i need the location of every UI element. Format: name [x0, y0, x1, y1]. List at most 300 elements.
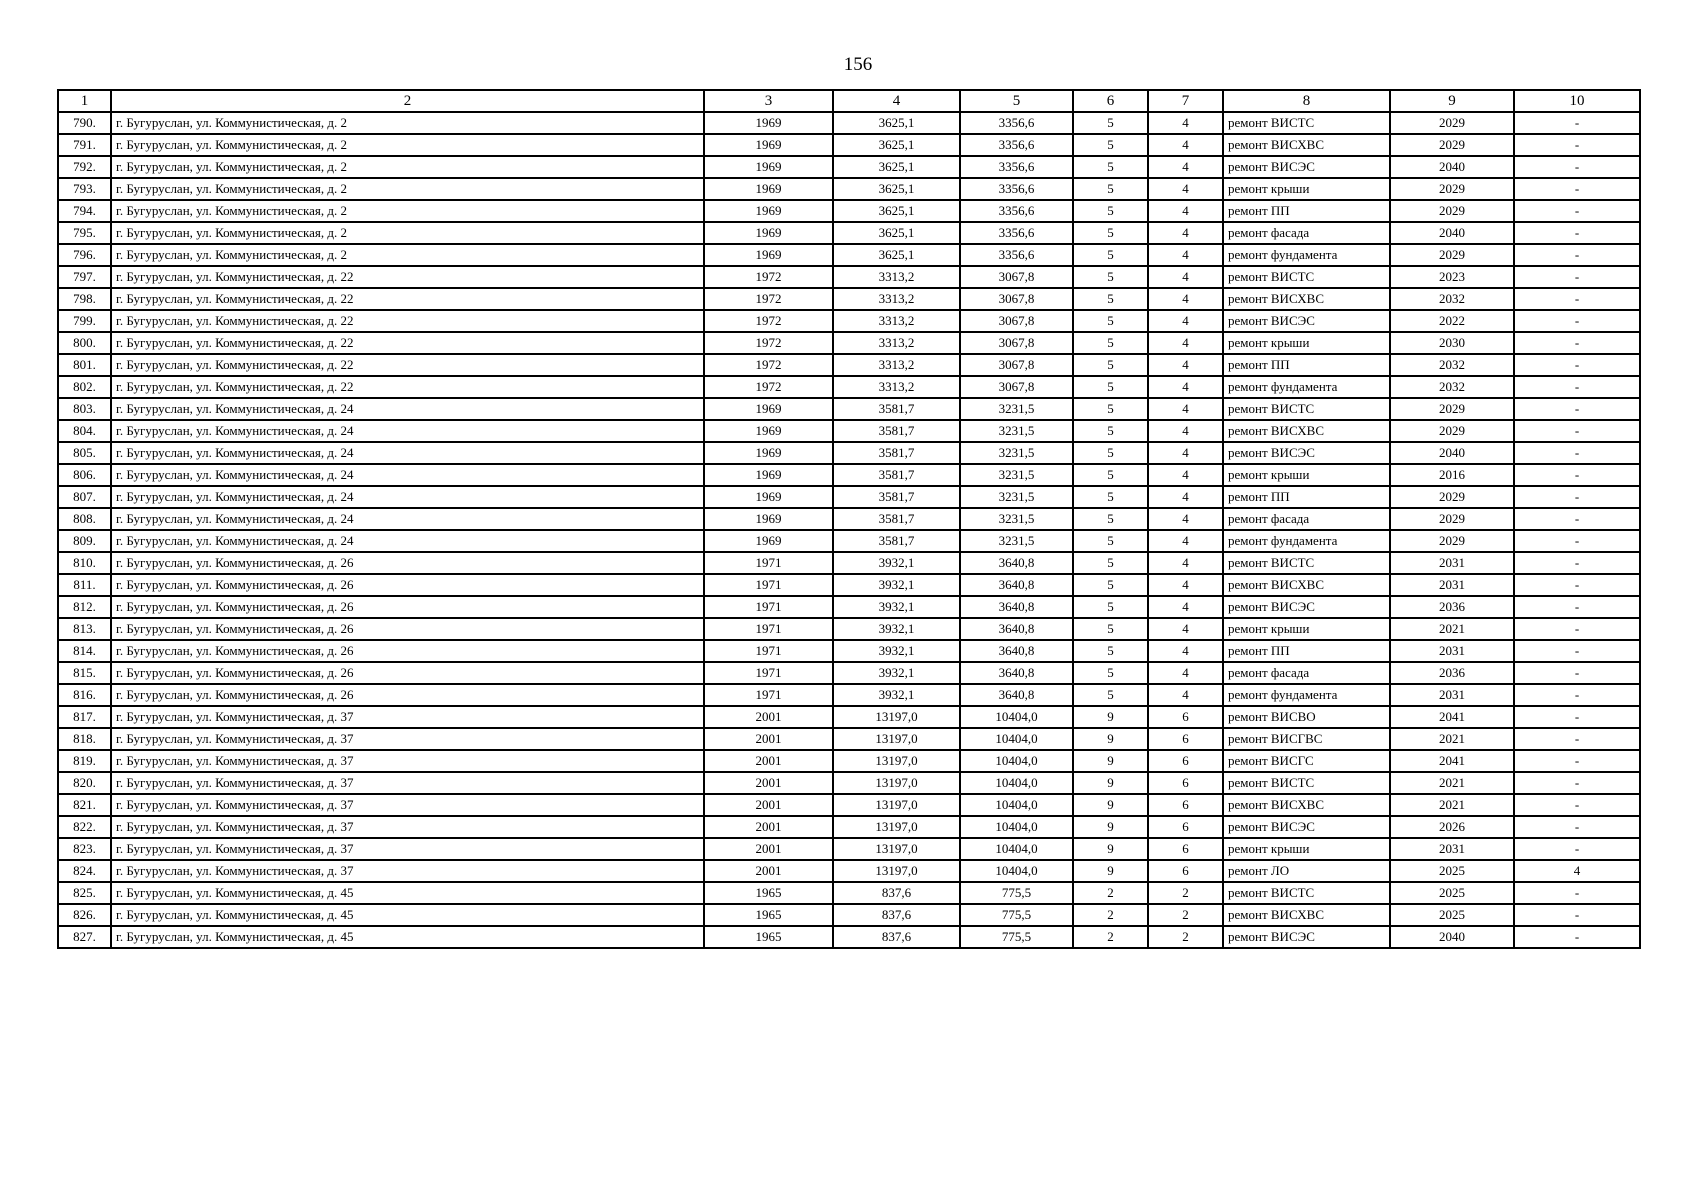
cell-address: г. Бугуруслан, ул. Коммунистическая, д. 2: [111, 222, 704, 244]
cell-repair-year: 2029: [1390, 420, 1514, 442]
cell-total-area: 3581,7: [833, 464, 960, 486]
cell-entrances: 4: [1148, 376, 1223, 398]
cell-repair-type: ремонт ВИСТС: [1223, 112, 1390, 134]
table-row: [58, 552, 1640, 574]
cell-floors: 2: [1073, 882, 1148, 904]
cell-repair-year: 2032: [1390, 288, 1514, 310]
cell-entrances: 4: [1148, 134, 1223, 156]
cell-address: г. Бугуруслан, ул. Коммунистическая, д. 24: [111, 486, 704, 508]
table-row: [58, 178, 1640, 200]
cell-living-area: 10404,0: [960, 838, 1073, 860]
cell-entrances: 4: [1148, 684, 1223, 706]
cell-year-built: 1972: [704, 266, 833, 288]
cell-repair-year: 2025: [1390, 904, 1514, 926]
cell-repair-year: 2041: [1390, 750, 1514, 772]
cell-row-number: 801.: [58, 354, 111, 376]
cell-row-number: 791.: [58, 134, 111, 156]
cell-note: -: [1514, 750, 1640, 772]
cell-entrances: 4: [1148, 662, 1223, 684]
table-row: [58, 134, 1640, 156]
cell-floors: 5: [1073, 332, 1148, 354]
cell-row-number: 819.: [58, 750, 111, 772]
cell-total-area: 3313,2: [833, 332, 960, 354]
cell-row-number: 812.: [58, 596, 111, 618]
cell-address: г. Бугуруслан, ул. Коммунистическая, д. 22: [111, 266, 704, 288]
cell-note: -: [1514, 772, 1640, 794]
cell-entrances: 4: [1148, 574, 1223, 596]
table-row: [58, 706, 1640, 728]
cell-note: -: [1514, 244, 1640, 266]
cell-entrances: 4: [1148, 222, 1223, 244]
table-row: [58, 222, 1640, 244]
cell-entrances: 4: [1148, 508, 1223, 530]
cell-living-area: 3356,6: [960, 178, 1073, 200]
column-header: 7: [1148, 90, 1223, 112]
cell-living-area: 3356,6: [960, 244, 1073, 266]
cell-year-built: 1969: [704, 486, 833, 508]
cell-living-area: 3231,5: [960, 530, 1073, 552]
cell-year-built: 2001: [704, 728, 833, 750]
cell-repair-year: 2036: [1390, 596, 1514, 618]
cell-floors: 2: [1073, 904, 1148, 926]
cell-row-number: 798.: [58, 288, 111, 310]
cell-repair-type: ремонт ВИСГВС: [1223, 728, 1390, 750]
cell-living-area: 10404,0: [960, 706, 1073, 728]
cell-repair-year: 2029: [1390, 508, 1514, 530]
cell-address: г. Бугуруслан, ул. Коммунистическая, д. 37: [111, 816, 704, 838]
cell-living-area: 10404,0: [960, 750, 1073, 772]
cell-total-area: 3625,1: [833, 244, 960, 266]
cell-address: г. Бугуруслан, ул. Коммунистическая, д. 26: [111, 640, 704, 662]
cell-row-number: 818.: [58, 728, 111, 750]
cell-row-number: 820.: [58, 772, 111, 794]
cell-repair-type: ремонт ВИСХВС: [1223, 420, 1390, 442]
cell-floors: 5: [1073, 200, 1148, 222]
table-row: [58, 574, 1640, 596]
table-row: [58, 530, 1640, 552]
cell-address: г. Бугуруслан, ул. Коммунистическая, д. 45: [111, 904, 704, 926]
cell-floors: 5: [1073, 134, 1148, 156]
cell-row-number: 808.: [58, 508, 111, 530]
cell-entrances: 6: [1148, 816, 1223, 838]
table-row: [58, 684, 1640, 706]
cell-entrances: 4: [1148, 244, 1223, 266]
cell-repair-year: 2016: [1390, 464, 1514, 486]
cell-note: -: [1514, 354, 1640, 376]
cell-repair-year: 2040: [1390, 442, 1514, 464]
cell-note: -: [1514, 926, 1640, 948]
cell-note: -: [1514, 574, 1640, 596]
cell-note: -: [1514, 112, 1640, 134]
cell-note: -: [1514, 706, 1640, 728]
cell-repair-type: ремонт ЛО: [1223, 860, 1390, 882]
column-header: 3: [704, 90, 833, 112]
header-row: [58, 90, 1640, 112]
cell-entrances: 4: [1148, 332, 1223, 354]
cell-address: г. Бугуруслан, ул. Коммунистическая, д. 2: [111, 200, 704, 222]
cell-repair-type: ремонт фундамента: [1223, 684, 1390, 706]
cell-year-built: 1972: [704, 332, 833, 354]
cell-living-area: 3640,8: [960, 574, 1073, 596]
table-row: [58, 464, 1640, 486]
cell-year-built: 1971: [704, 596, 833, 618]
cell-repair-year: 2029: [1390, 200, 1514, 222]
table-row: [58, 112, 1640, 134]
column-header: 8: [1223, 90, 1390, 112]
cell-repair-type: ремонт ВИСХВС: [1223, 794, 1390, 816]
cell-total-area: 13197,0: [833, 838, 960, 860]
cell-floors: 5: [1073, 640, 1148, 662]
cell-address: г. Бугуруслан, ул. Коммунистическая, д. 37: [111, 728, 704, 750]
cell-note: -: [1514, 442, 1640, 464]
cell-row-number: 790.: [58, 112, 111, 134]
cell-entrances: 4: [1148, 420, 1223, 442]
cell-total-area: 13197,0: [833, 860, 960, 882]
cell-total-area: 3313,2: [833, 376, 960, 398]
cell-entrances: 2: [1148, 882, 1223, 904]
cell-repair-year: 2031: [1390, 552, 1514, 574]
table-row: [58, 904, 1640, 926]
cell-repair-year: 2021: [1390, 772, 1514, 794]
cell-floors: 2: [1073, 926, 1148, 948]
cell-year-built: 2001: [704, 816, 833, 838]
cell-repair-year: 2029: [1390, 134, 1514, 156]
cell-year-built: 2001: [704, 838, 833, 860]
cell-living-area: 3640,8: [960, 618, 1073, 640]
cell-repair-year: 2029: [1390, 486, 1514, 508]
cell-repair-type: ремонт ПП: [1223, 354, 1390, 376]
cell-living-area: 3231,5: [960, 442, 1073, 464]
cell-total-area: 13197,0: [833, 750, 960, 772]
cell-address: г. Бугуруслан, ул. Коммунистическая, д. 37: [111, 750, 704, 772]
cell-entrances: 4: [1148, 178, 1223, 200]
cell-living-area: 3067,8: [960, 354, 1073, 376]
cell-entrances: 4: [1148, 266, 1223, 288]
cell-repair-year: 2026: [1390, 816, 1514, 838]
cell-entrances: 4: [1148, 596, 1223, 618]
cell-floors: 5: [1073, 156, 1148, 178]
cell-repair-type: ремонт ПП: [1223, 640, 1390, 662]
cell-repair-year: 2029: [1390, 112, 1514, 134]
cell-row-number: 823.: [58, 838, 111, 860]
cell-year-built: 1972: [704, 354, 833, 376]
cell-address: г. Бугуруслан, ул. Коммунистическая, д. 2: [111, 178, 704, 200]
cell-year-built: 2001: [704, 860, 833, 882]
cell-repair-type: ремонт крыши: [1223, 464, 1390, 486]
cell-living-area: 3640,8: [960, 552, 1073, 574]
cell-year-built: 1965: [704, 904, 833, 926]
cell-repair-type: ремонт ВИСЭС: [1223, 156, 1390, 178]
cell-note: -: [1514, 222, 1640, 244]
cell-repair-type: ремонт ВИСЭС: [1223, 310, 1390, 332]
cell-total-area: 3313,2: [833, 310, 960, 332]
cell-note: -: [1514, 684, 1640, 706]
cell-repair-type: ремонт ВИСТС: [1223, 266, 1390, 288]
cell-repair-type: ремонт фасада: [1223, 662, 1390, 684]
cell-row-number: 815.: [58, 662, 111, 684]
cell-floors: 9: [1073, 816, 1148, 838]
table-row: [58, 266, 1640, 288]
cell-entrances: 2: [1148, 926, 1223, 948]
cell-address: г. Бугуруслан, ул. Коммунистическая, д. 26: [111, 618, 704, 640]
table-row: [58, 750, 1640, 772]
cell-floors: 5: [1073, 618, 1148, 640]
column-header: 4: [833, 90, 960, 112]
cell-note: -: [1514, 728, 1640, 750]
cell-row-number: 793.: [58, 178, 111, 200]
cell-row-number: 792.: [58, 156, 111, 178]
cell-year-built: 1971: [704, 552, 833, 574]
cell-year-built: 1971: [704, 618, 833, 640]
table-row: [58, 288, 1640, 310]
cell-year-built: 1965: [704, 882, 833, 904]
cell-address: г. Бугуруслан, ул. Коммунистическая, д. 24: [111, 420, 704, 442]
cell-year-built: 1969: [704, 156, 833, 178]
cell-row-number: 807.: [58, 486, 111, 508]
cell-total-area: 3932,1: [833, 574, 960, 596]
page-number: 156: [843, 54, 873, 75]
cell-address: г. Бугуруслан, ул. Коммунистическая, д. 22: [111, 354, 704, 376]
cell-address: г. Бугуруслан, ул. Коммунистическая, д. 2: [111, 112, 704, 134]
column-header: 5: [960, 90, 1073, 112]
table-row: [58, 640, 1640, 662]
cell-repair-year: 2023: [1390, 266, 1514, 288]
cell-row-number: 816.: [58, 684, 111, 706]
table-row: [58, 376, 1640, 398]
cell-floors: 5: [1073, 596, 1148, 618]
cell-row-number: 804.: [58, 420, 111, 442]
table-row: [58, 244, 1640, 266]
cell-repair-type: ремонт ВИСХВС: [1223, 574, 1390, 596]
table-row: [58, 156, 1640, 178]
cell-repair-year: 2021: [1390, 618, 1514, 640]
cell-year-built: 1969: [704, 200, 833, 222]
table-row: [58, 662, 1640, 684]
cell-entrances: 4: [1148, 640, 1223, 662]
cell-note: -: [1514, 640, 1640, 662]
cell-note: -: [1514, 310, 1640, 332]
cell-total-area: 837,6: [833, 926, 960, 948]
cell-year-built: 1969: [704, 134, 833, 156]
cell-address: г. Бугуруслан, ул. Коммунистическая, д. 22: [111, 332, 704, 354]
cell-living-area: 3231,5: [960, 508, 1073, 530]
cell-entrances: 4: [1148, 310, 1223, 332]
cell-living-area: 3640,8: [960, 662, 1073, 684]
cell-note: -: [1514, 552, 1640, 574]
cell-floors: 5: [1073, 442, 1148, 464]
cell-address: г. Бугуруслан, ул. Коммунистическая, д. 2: [111, 134, 704, 156]
cell-floors: 5: [1073, 178, 1148, 200]
cell-living-area: 3067,8: [960, 332, 1073, 354]
cell-living-area: 775,5: [960, 904, 1073, 926]
cell-note: -: [1514, 882, 1640, 904]
cell-repair-type: ремонт ВИСТС: [1223, 398, 1390, 420]
cell-living-area: 3640,8: [960, 596, 1073, 618]
cell-entrances: 6: [1148, 728, 1223, 750]
cell-repair-type: ремонт ВИСХВС: [1223, 904, 1390, 926]
cell-floors: 5: [1073, 244, 1148, 266]
cell-repair-year: 2025: [1390, 860, 1514, 882]
cell-year-built: 1965: [704, 926, 833, 948]
cell-row-number: 821.: [58, 794, 111, 816]
cell-repair-type: ремонт крыши: [1223, 618, 1390, 640]
cell-note: -: [1514, 596, 1640, 618]
cell-repair-type: ремонт ПП: [1223, 486, 1390, 508]
cell-entrances: 6: [1148, 750, 1223, 772]
table-row: [58, 420, 1640, 442]
cell-year-built: 1972: [704, 288, 833, 310]
cell-address: г. Бугуруслан, ул. Коммунистическая, д. 37: [111, 838, 704, 860]
cell-row-number: 811.: [58, 574, 111, 596]
table-row: [58, 200, 1640, 222]
cell-total-area: 13197,0: [833, 816, 960, 838]
cell-year-built: 1969: [704, 222, 833, 244]
cell-total-area: 3932,1: [833, 662, 960, 684]
cell-year-built: 1972: [704, 376, 833, 398]
cell-note: -: [1514, 156, 1640, 178]
cell-row-number: 797.: [58, 266, 111, 288]
cell-floors: 5: [1073, 574, 1148, 596]
cell-living-area: 3640,8: [960, 684, 1073, 706]
cell-year-built: 1969: [704, 530, 833, 552]
cell-total-area: 3625,1: [833, 112, 960, 134]
cell-row-number: 794.: [58, 200, 111, 222]
table-row: [58, 596, 1640, 618]
cell-address: г. Бугуруслан, ул. Коммунистическая, д. 26: [111, 552, 704, 574]
table-row: [58, 354, 1640, 376]
cell-floors: 5: [1073, 530, 1148, 552]
cell-entrances: 4: [1148, 112, 1223, 134]
cell-living-area: 3356,6: [960, 112, 1073, 134]
cell-repair-year: 2032: [1390, 376, 1514, 398]
table-row: [58, 860, 1640, 882]
cell-floors: 9: [1073, 838, 1148, 860]
cell-living-area: 775,5: [960, 882, 1073, 904]
cell-living-area: 3067,8: [960, 376, 1073, 398]
cell-row-number: 796.: [58, 244, 111, 266]
cell-address: г. Бугуруслан, ул. Коммунистическая, д. 37: [111, 794, 704, 816]
cell-living-area: 775,5: [960, 926, 1073, 948]
cell-repair-year: 2022: [1390, 310, 1514, 332]
cell-entrances: 4: [1148, 288, 1223, 310]
cell-repair-year: 2021: [1390, 794, 1514, 816]
cell-floors: 5: [1073, 486, 1148, 508]
cell-year-built: 1969: [704, 398, 833, 420]
cell-row-number: 822.: [58, 816, 111, 838]
table-row: [58, 816, 1640, 838]
cell-living-area: 3067,8: [960, 266, 1073, 288]
column-header: 6: [1073, 90, 1148, 112]
cell-repair-type: ремонт фундамента: [1223, 244, 1390, 266]
cell-living-area: 3231,5: [960, 420, 1073, 442]
cell-repair-year: 2030: [1390, 332, 1514, 354]
cell-total-area: 3932,1: [833, 618, 960, 640]
cell-year-built: 1969: [704, 178, 833, 200]
cell-entrances: 4: [1148, 398, 1223, 420]
cell-floors: 5: [1073, 222, 1148, 244]
cell-address: г. Бугуруслан, ул. Коммунистическая, д. 22: [111, 376, 704, 398]
table-row: [58, 486, 1640, 508]
cell-floors: 9: [1073, 860, 1148, 882]
cell-note: -: [1514, 464, 1640, 486]
cell-repair-type: ремонт крыши: [1223, 178, 1390, 200]
cell-year-built: 1969: [704, 112, 833, 134]
cell-floors: 5: [1073, 508, 1148, 530]
cell-repair-year: 2031: [1390, 574, 1514, 596]
cell-note: -: [1514, 200, 1640, 222]
cell-row-number: 813.: [58, 618, 111, 640]
column-header: 2: [111, 90, 704, 112]
column-header: 1: [58, 90, 111, 112]
cell-living-area: 10404,0: [960, 860, 1073, 882]
cell-entrances: 4: [1148, 464, 1223, 486]
cell-note: -: [1514, 618, 1640, 640]
cell-year-built: 1969: [704, 464, 833, 486]
cell-entrances: 6: [1148, 794, 1223, 816]
cell-note: -: [1514, 376, 1640, 398]
cell-total-area: 3581,7: [833, 398, 960, 420]
cell-address: г. Бугуруслан, ул. Коммунистическая, д. 26: [111, 574, 704, 596]
cell-address: г. Бугуруслан, ул. Коммунистическая, д. 26: [111, 662, 704, 684]
table-row: [58, 882, 1640, 904]
cell-repair-type: ремонт фундамента: [1223, 376, 1390, 398]
cell-note: -: [1514, 178, 1640, 200]
cell-address: г. Бугуруслан, ул. Коммунистическая, д. 2: [111, 244, 704, 266]
cell-note: -: [1514, 662, 1640, 684]
cell-repair-year: 2025: [1390, 882, 1514, 904]
table-row: [58, 310, 1640, 332]
cell-total-area: 3581,7: [833, 486, 960, 508]
cell-address: г. Бугуруслан, ул. Коммунистическая, д. 26: [111, 684, 704, 706]
cell-total-area: 3932,1: [833, 640, 960, 662]
cell-entrances: 4: [1148, 552, 1223, 574]
cell-repair-type: ремонт крыши: [1223, 332, 1390, 354]
cell-living-area: 3640,8: [960, 640, 1073, 662]
cell-row-number: 814.: [58, 640, 111, 662]
cell-year-built: 1971: [704, 684, 833, 706]
cell-total-area: 3581,7: [833, 508, 960, 530]
cell-address: г. Бугуруслан, ул. Коммунистическая, д. 2: [111, 156, 704, 178]
cell-repair-type: ремонт ВИСТС: [1223, 552, 1390, 574]
cell-repair-year: 2031: [1390, 684, 1514, 706]
cell-living-area: 3356,6: [960, 222, 1073, 244]
cell-repair-year: 2032: [1390, 354, 1514, 376]
cell-living-area: 3067,8: [960, 288, 1073, 310]
cell-address: г. Бугуруслан, ул. Коммунистическая, д. 24: [111, 530, 704, 552]
cell-row-number: 802.: [58, 376, 111, 398]
cell-repair-type: ремонт фасада: [1223, 508, 1390, 530]
cell-floors: 9: [1073, 772, 1148, 794]
cell-total-area: 837,6: [833, 882, 960, 904]
cell-row-number: 817.: [58, 706, 111, 728]
cell-note: -: [1514, 486, 1640, 508]
cell-floors: 5: [1073, 288, 1148, 310]
cell-floors: 5: [1073, 266, 1148, 288]
cell-floors: 9: [1073, 728, 1148, 750]
cell-row-number: 827.: [58, 926, 111, 948]
cell-entrances: 4: [1148, 530, 1223, 552]
cell-year-built: 1972: [704, 310, 833, 332]
cell-entrances: 2: [1148, 904, 1223, 926]
cell-address: г. Бугуруслан, ул. Коммунистическая, д. 24: [111, 442, 704, 464]
cell-floors: 5: [1073, 420, 1148, 442]
cell-row-number: 805.: [58, 442, 111, 464]
cell-floors: 5: [1073, 376, 1148, 398]
cell-living-area: 3356,6: [960, 200, 1073, 222]
cell-note: -: [1514, 904, 1640, 926]
cell-year-built: 2001: [704, 750, 833, 772]
cell-floors: 9: [1073, 794, 1148, 816]
